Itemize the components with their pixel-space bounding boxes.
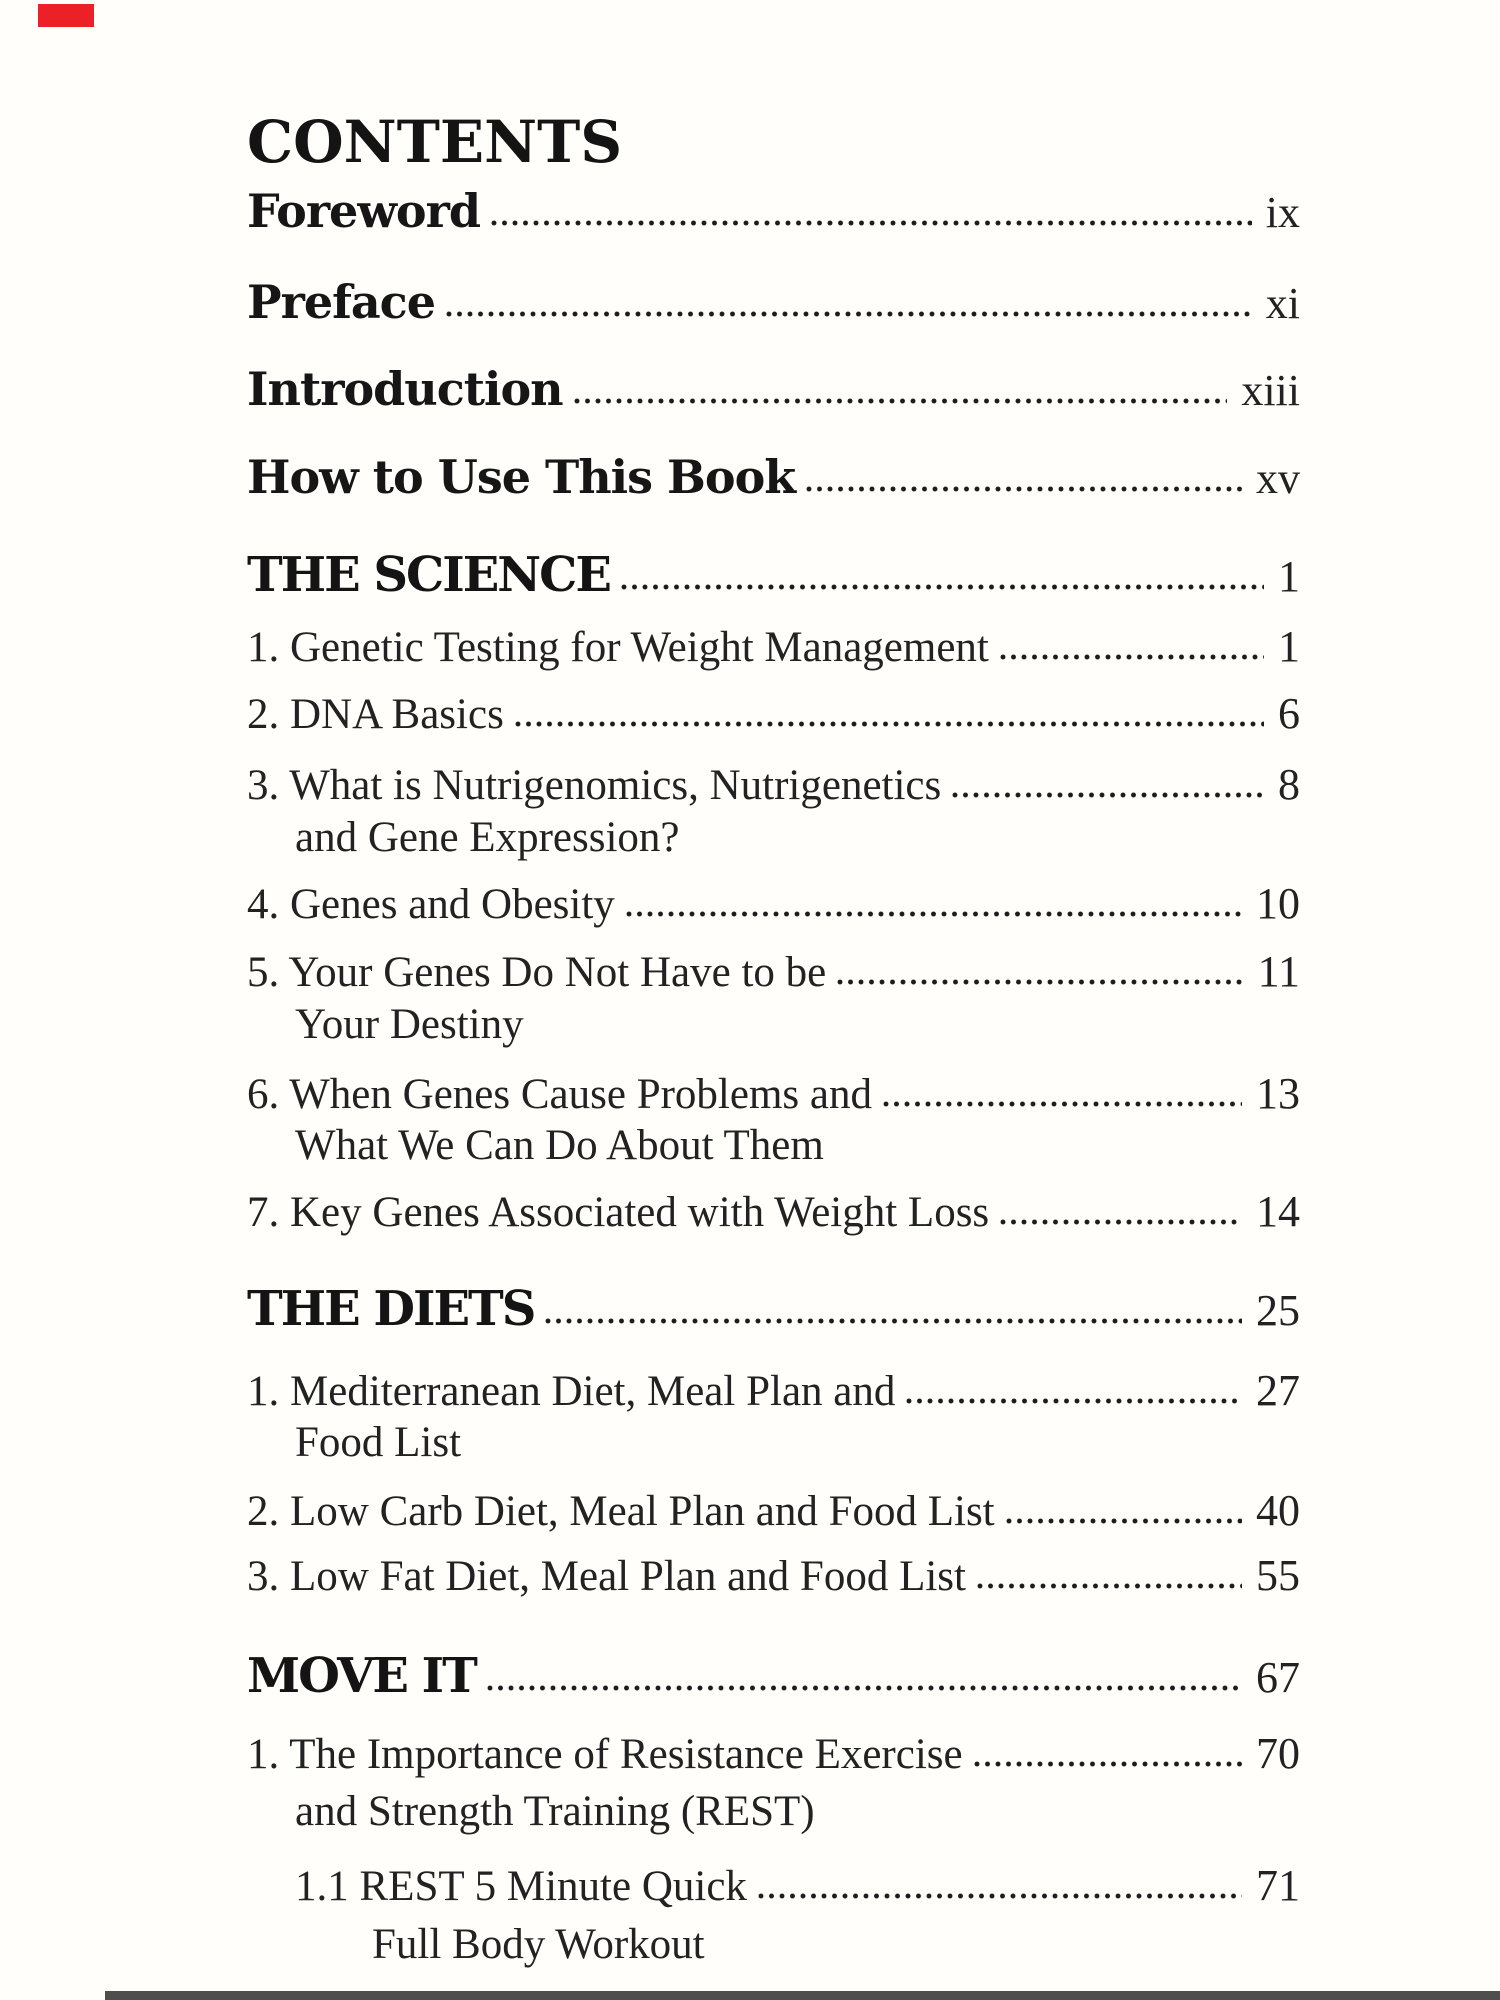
toc-label: Preface <box>247 275 435 329</box>
page-number: xv <box>1256 454 1300 503</box>
page-number: 13 <box>1256 1069 1300 1118</box>
page-number: 55 <box>1256 1551 1300 1600</box>
dot-leader <box>836 978 1243 986</box>
toc-continuation: Your Destiny <box>295 1001 524 1048</box>
page-number: 67 <box>1256 1653 1300 1702</box>
dot-leader <box>999 653 1264 661</box>
toc-label: Foreword <box>247 184 481 238</box>
toc-label: How to Use This Book <box>247 450 796 504</box>
dot-leader <box>486 1684 1242 1692</box>
toc-row <box>247 880 1300 929</box>
toc-row <box>247 623 1300 672</box>
page-number: 14 <box>1256 1187 1300 1236</box>
page-number: 70 <box>1256 1729 1300 1778</box>
dot-leader <box>976 1582 1242 1590</box>
toc-label: 1. Genetic Testing for Weight Management <box>247 624 989 671</box>
page-number: 10 <box>1256 879 1300 928</box>
dot-leader <box>951 791 1264 799</box>
toc-row-preface <box>247 276 1300 329</box>
toc-row <box>247 1367 1300 1416</box>
dot-leader <box>805 485 1242 493</box>
toc-label: 2. DNA Basics <box>247 691 504 738</box>
toc-row <box>247 948 1300 997</box>
dot-leader <box>999 1218 1242 1226</box>
dot-leader <box>625 910 1242 918</box>
page-number: xiii <box>1241 366 1300 415</box>
dot-leader <box>490 219 1252 227</box>
toc-continuation: What We Can Do About Them <box>295 1122 824 1169</box>
toc-section-move-it <box>247 1649 1300 1704</box>
page-number: 71 <box>1256 1861 1300 1910</box>
toc-continuation: and Gene Expression? <box>295 814 680 861</box>
page-number: 6 <box>1278 689 1300 738</box>
toc-continuation: Full Body Workout <box>372 1921 705 1968</box>
toc-label: 7. Key Genes Associated with Weight Loss <box>247 1189 990 1236</box>
toc-label: 6. When Genes Cause Problems and <box>247 1071 872 1118</box>
page-number: 11 <box>1257 947 1300 996</box>
dot-leader <box>514 720 1264 728</box>
toc-row-foreword <box>247 185 1300 238</box>
dot-leader <box>1005 1517 1242 1525</box>
toc-section-the-diets <box>247 1282 1300 1337</box>
toc-row <box>247 1070 1300 1119</box>
toc-row <box>247 690 1300 739</box>
dot-leader <box>905 1397 1242 1405</box>
dot-leader <box>882 1100 1242 1108</box>
toc-label: 2. Low Carb Diet, Meal Plan and Food List <box>247 1488 995 1535</box>
dot-leader <box>573 397 1228 405</box>
toc-continuation: and Strength Training (REST) <box>295 1788 815 1835</box>
toc-label: 5. Your Genes Do Not Have to be <box>247 949 827 996</box>
toc-row-how-to-use <box>247 451 1300 504</box>
page-number: ix <box>1265 188 1300 237</box>
dot-leader <box>973 1760 1242 1768</box>
page-number: 27 <box>1256 1366 1300 1415</box>
dot-leader <box>757 1892 1242 1900</box>
scan-red-mark <box>38 4 94 27</box>
toc-row-introduction <box>247 363 1300 416</box>
section-title: THE SCIENCE <box>247 547 610 603</box>
page-number: 25 <box>1256 1286 1300 1335</box>
toc-label: 1. Mediterranean Diet, Meal Plan and <box>247 1368 896 1415</box>
toc-row-subitem <box>295 1862 1300 1911</box>
toc-label: 3. What is Nutrigenomics, Nutrigenetics <box>247 762 942 809</box>
toc-label: 1.1 REST 5 Minute Quick <box>295 1863 747 1910</box>
section-title: MOVE IT <box>247 1648 476 1704</box>
section-title: THE DIETS <box>247 1281 535 1337</box>
page-number: 1 <box>1278 552 1300 601</box>
toc-label: Introduction <box>247 362 563 416</box>
scan-bottom-bar <box>105 1991 1500 2000</box>
toc-row <box>247 761 1300 810</box>
toc-row <box>247 1730 1300 1779</box>
toc-section-the-science <box>247 548 1300 603</box>
toc-label: 4. Genes and Obesity <box>247 881 615 928</box>
page-number: xi <box>1265 279 1300 328</box>
page-number: 40 <box>1256 1486 1300 1535</box>
toc-row <box>247 1487 1300 1536</box>
dot-leader <box>445 310 1252 318</box>
dot-leader <box>544 1317 1242 1325</box>
toc-label: 1. The Importance of Resistance Exercise <box>247 1731 963 1778</box>
toc-continuation: Food List <box>295 1419 462 1466</box>
page-number: 1 <box>1278 622 1300 671</box>
toc-label: 3. Low Fat Diet, Meal Plan and Food List <box>247 1553 966 1600</box>
page-title: CONTENTS <box>247 107 623 176</box>
toc-row <box>247 1188 1300 1237</box>
toc-row <box>247 1552 1300 1601</box>
page-number: 8 <box>1278 760 1300 809</box>
dot-leader <box>620 583 1264 591</box>
